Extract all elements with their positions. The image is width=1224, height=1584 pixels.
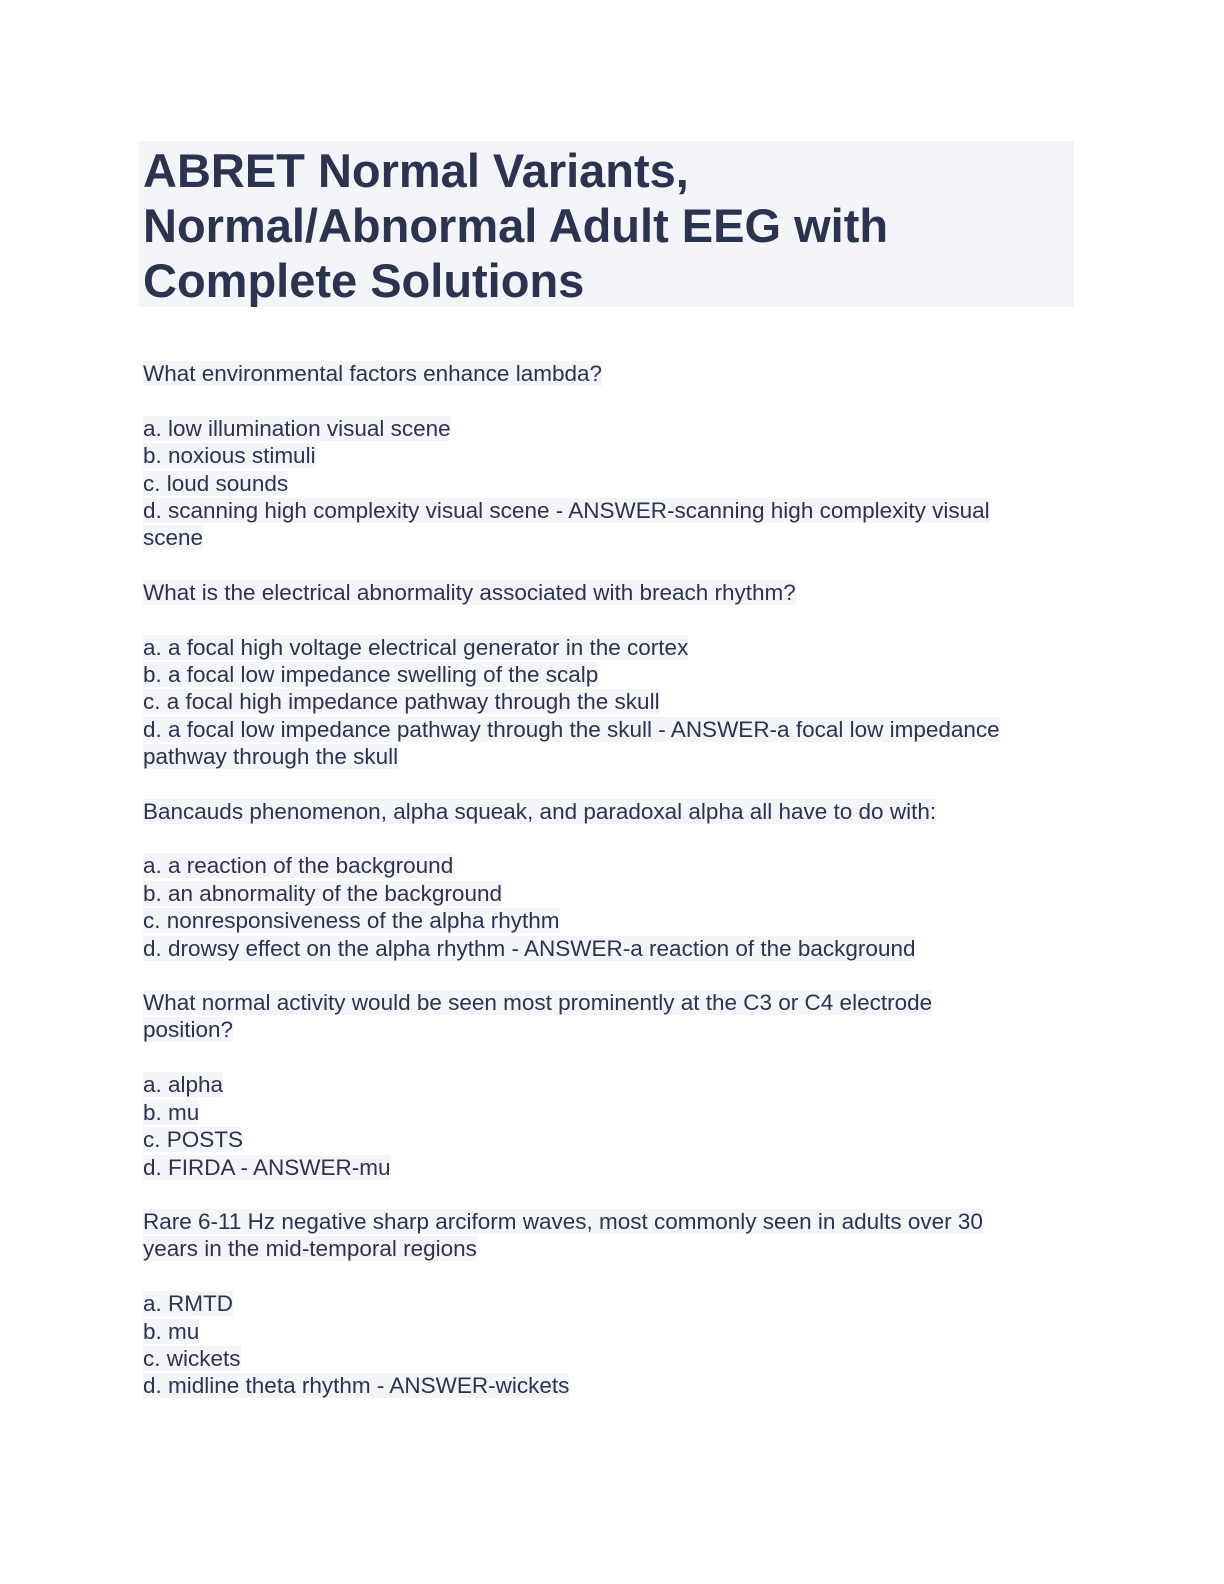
options-list [143,852,1063,962]
option-line: d. scanning high complexity visual scene - ANSWER-scanning high complexity visual [143,498,990,524]
options-list [143,634,1063,771]
question-line: What environmental factors enhance lambda? [143,361,603,386]
option-line: b. an abnormality of the background [143,880,502,906]
option-line: d. drowsy effect on the alpha rhythm - ANSWER-a reaction of the background [143,935,916,961]
question-block [143,1208,1063,1400]
question-line: years in the mid-temporal regions [143,1236,477,1262]
option-line: a. alpha [143,1072,224,1098]
option-line: b. noxious stimuli [143,443,316,469]
option-line: a. a reaction of the background [143,853,454,879]
page-title [143,143,1063,308]
question-line: What is the electrical abnormality associated with breach rhythm? [143,579,796,605]
question-text [143,360,1063,387]
question-text [143,798,1063,825]
question-block [143,360,1063,552]
option-line: c. loud sounds [143,470,289,496]
option-line: c. wickets [143,1345,241,1371]
option-line: pathway through the skull [143,744,399,770]
options-list [143,1290,1063,1400]
option-line: a. RMTD [143,1291,233,1317]
question-line: Bancauds phenomenon, alpha squeak, and paradoxal alpha all have to do with: [143,798,937,824]
title-line: Normal/Abnormal Adult EEG with [143,199,889,252]
question-line: What normal activity would be seen most prominently at the C3 or C4 electrode [143,990,933,1016]
question-line: Rare 6-11 Hz negative sharp arciform waves, most commonly seen in adults over 30 [143,1208,983,1234]
options-list [143,1071,1063,1181]
title-line: ABRET Normal Variants, [143,144,689,197]
question-line: position? [143,1017,234,1043]
option-line: scene [143,525,204,551]
title-line: Complete Solutions [143,254,585,307]
option-line: b. mu [143,1099,200,1125]
option-line: b. a focal low impedance swelling of the scalp [143,662,599,688]
question-text [143,989,1063,1044]
option-line: d. a focal low impedance pathway through the skull - ANSWER-a focal low impedance [143,716,1000,742]
question-block [143,989,1063,1181]
question-text [143,579,1063,606]
options-list [143,415,1063,552]
option-line: d. FIRDA - ANSWER-mu [143,1154,391,1180]
option-line: c. POSTS [143,1127,244,1153]
option-line: c. nonresponsiveness of the alpha rhythm [143,908,560,934]
option-line: c. a focal high impedance pathway through the skull [143,689,660,715]
option-line: d. midline theta rhythm - ANSWER-wickets [143,1373,570,1399]
option-line: a. a focal high voltage electrical generator in the cortex [143,634,689,660]
question-text [143,1208,1063,1263]
question-block [143,798,1063,962]
question-block [143,579,1063,771]
question-list [143,360,1063,1427]
option-line: b. mu [143,1318,200,1344]
option-line: a. low illumination visual scene [143,415,451,441]
